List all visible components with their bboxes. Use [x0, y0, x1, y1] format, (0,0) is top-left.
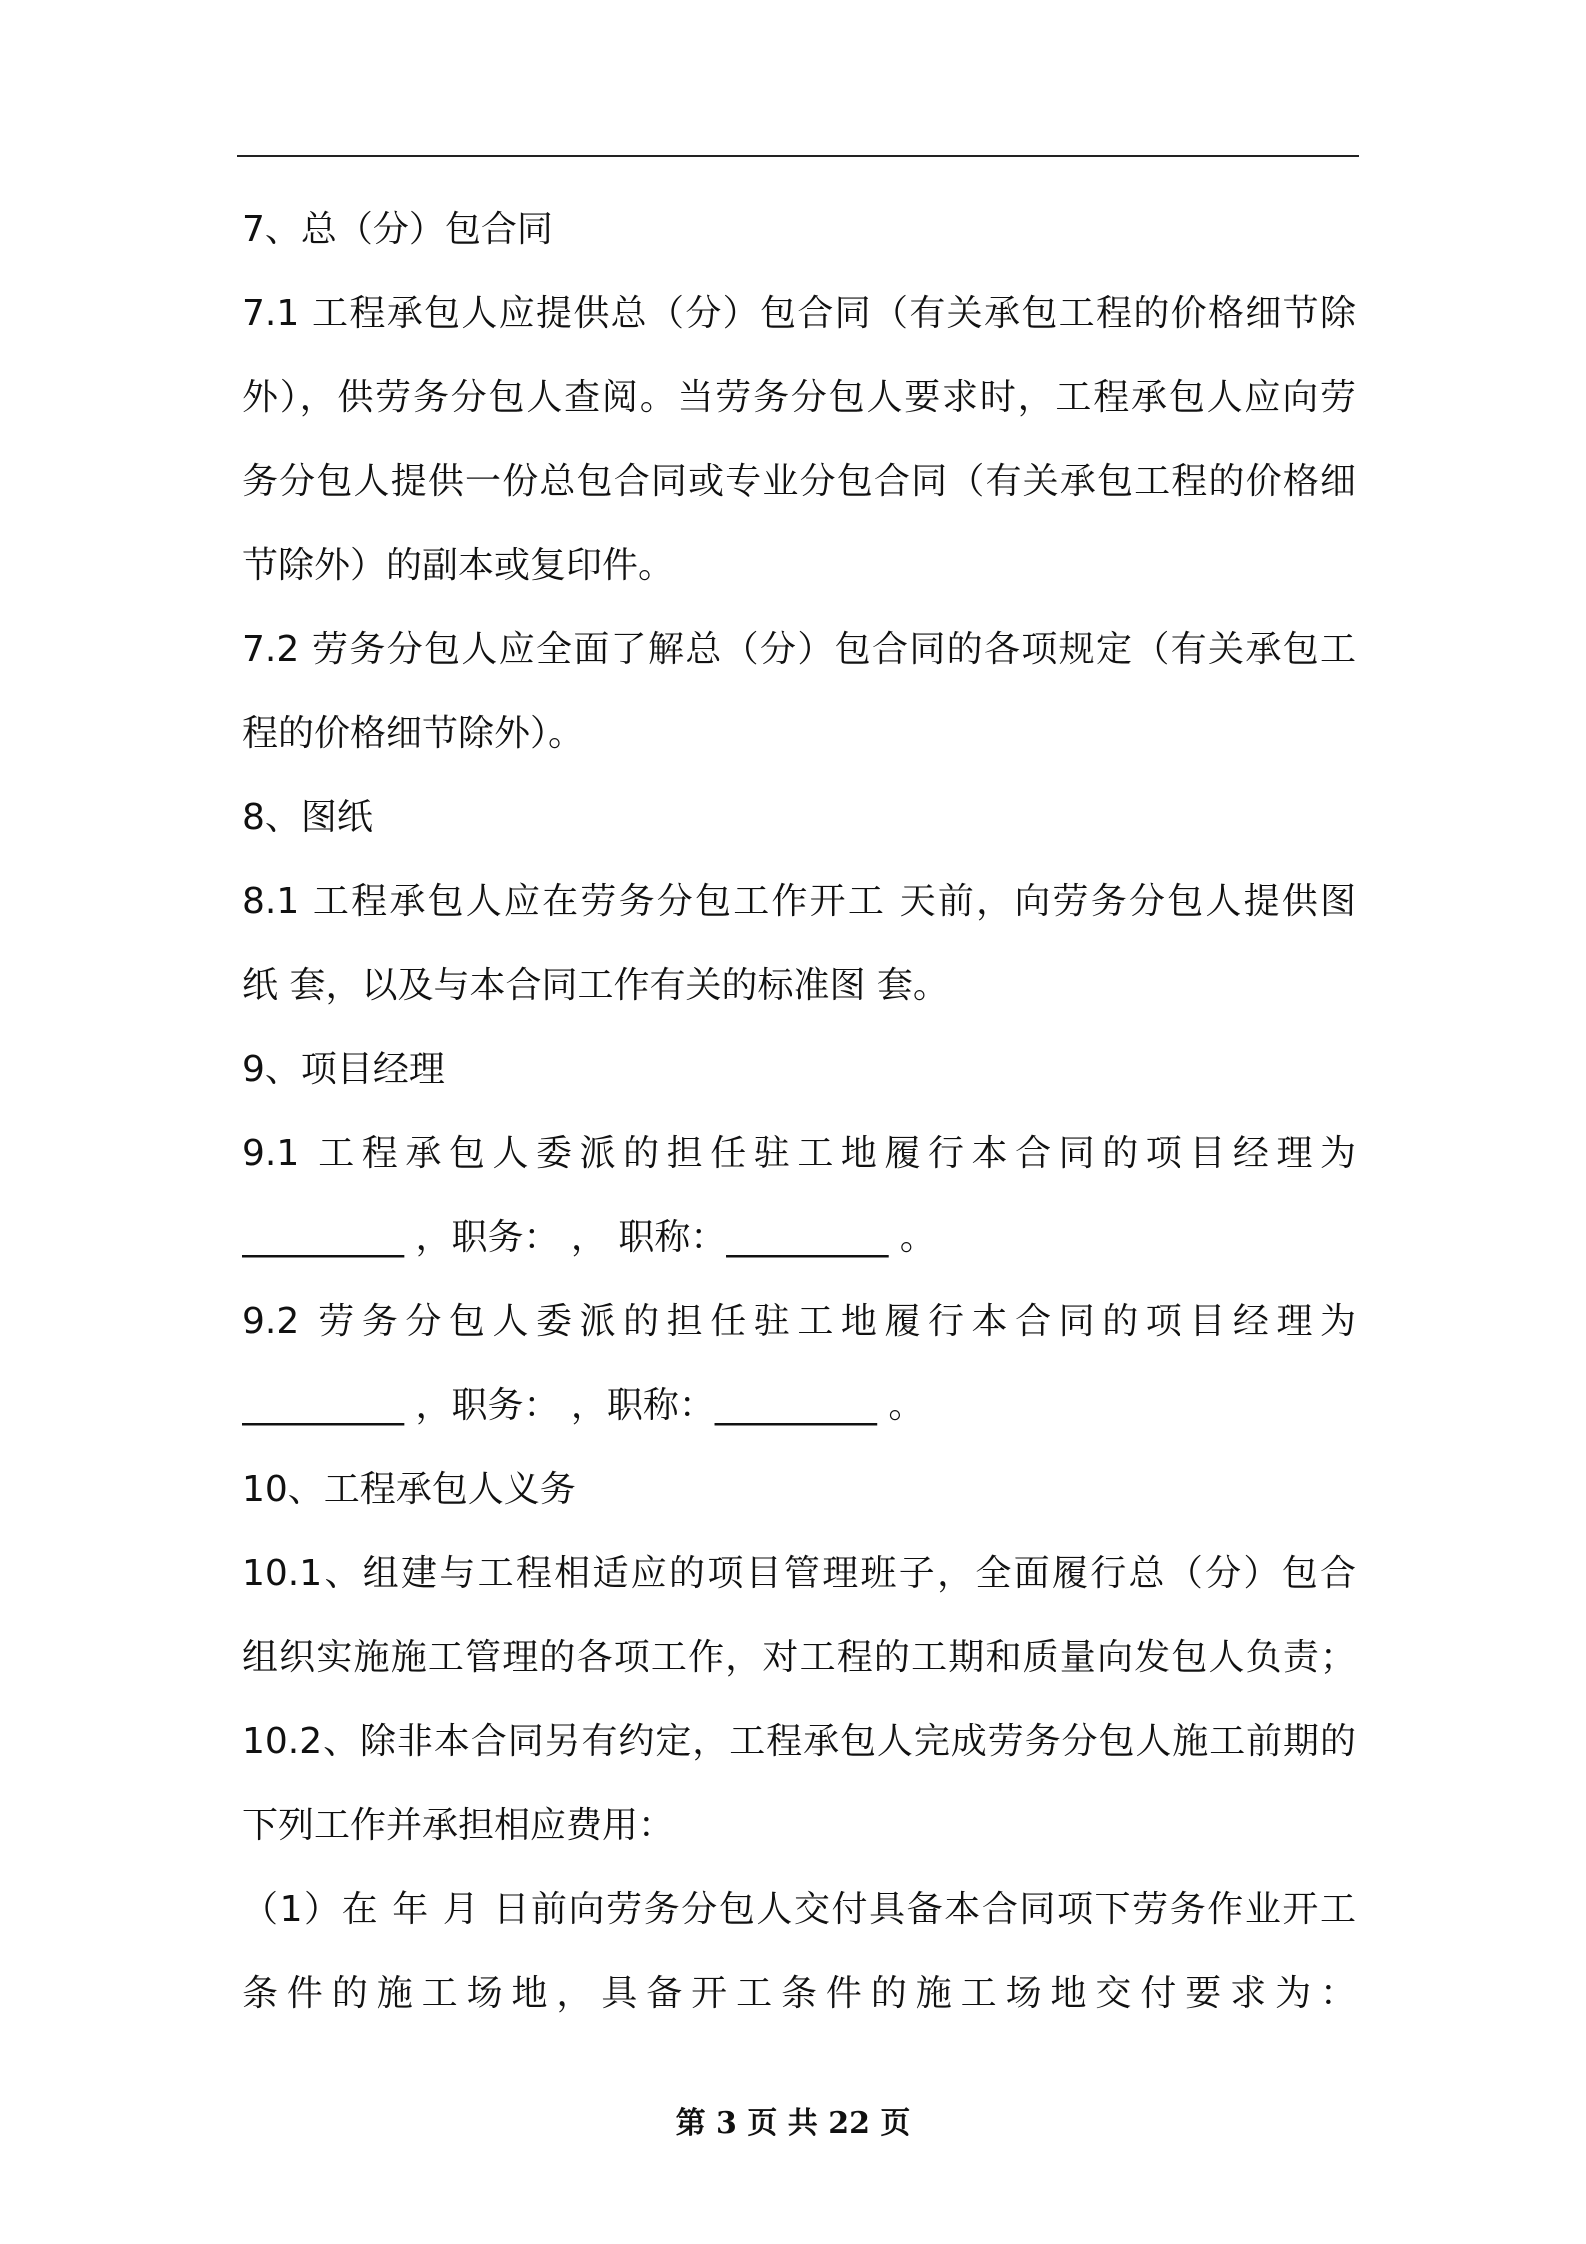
paragraph-line: （1）在 年 月 日前向劳务分包人交付具备本合同项下劳务作业开工 — [242, 1889, 1356, 1930]
section-heading-9: 9、项目经理 — [242, 1049, 445, 1090]
paragraph-line: 外），供劳务分包人查阅。当劳务分包人要求时，工程承包人应向劳 — [242, 377, 1356, 418]
page-number-footer: 第 3 页 共 22 页 — [675, 2106, 911, 2141]
paragraph-line: _________ ，职务： ， 职称：_________ 。 — [242, 1217, 936, 1258]
section-heading-8: 8、图纸 — [242, 797, 373, 838]
paragraph-line: 7.1 工程承包人应提供总（分）包合同（有关承包工程的价格细节除 — [242, 293, 1356, 334]
header-rule — [237, 155, 1359, 157]
paragraph-line: 9.1 工程承包人委派的担任驻工地履行本合同的项目经理为 — [242, 1133, 1356, 1174]
paragraph-line: 节除外）的副本或复印件。 — [242, 545, 675, 586]
paragraph-line: 组织实施施工管理的各项工作，对工程的工期和质量向发包人负责； — [242, 1637, 1356, 1678]
paragraph-line: 10.2、除非本合同另有约定，工程承包人完成劳务分包人施工前期的 — [242, 1721, 1356, 1762]
contract-body — [242, 188, 1356, 2036]
paragraph-line: 程的价格细节除外）。 — [242, 713, 585, 754]
paragraph-line: 8.1 工程承包人应在劳务分包工作开工 天前，向劳务分包人提供图 — [242, 881, 1356, 922]
paragraph-line: 条件的施工场地，具备开工条件的施工场地交付要求为： — [242, 1973, 1356, 2014]
paragraph-line: 7.2 劳务分包人应全面了解总（分）包合同的各项规定（有关承包工 — [242, 629, 1356, 670]
paragraph-line: _________ ，职务： ，职称：_________ 。 — [242, 1385, 925, 1426]
paragraph-line: 下列工作并承担相应费用： — [242, 1805, 675, 1846]
paragraph-line: 9.2 劳务分包人委派的担任驻工地履行本合同的项目经理为 — [242, 1301, 1356, 1342]
paragraph-line: 10.1、组建与工程相适应的项目管理班子，全面履行总（分）包合 — [242, 1553, 1356, 1594]
paragraph-line: 纸 套，以及与本合同工作有关的标准图 套。 — [242, 965, 949, 1006]
section-heading-7: 7、总（分）包合同 — [242, 209, 553, 250]
paragraph-line: 务分包人提供一份总包合同或专业分包合同（有关承包工程的价格细 — [242, 461, 1356, 502]
section-heading-10: 10、工程承包人义务 — [242, 1469, 576, 1510]
